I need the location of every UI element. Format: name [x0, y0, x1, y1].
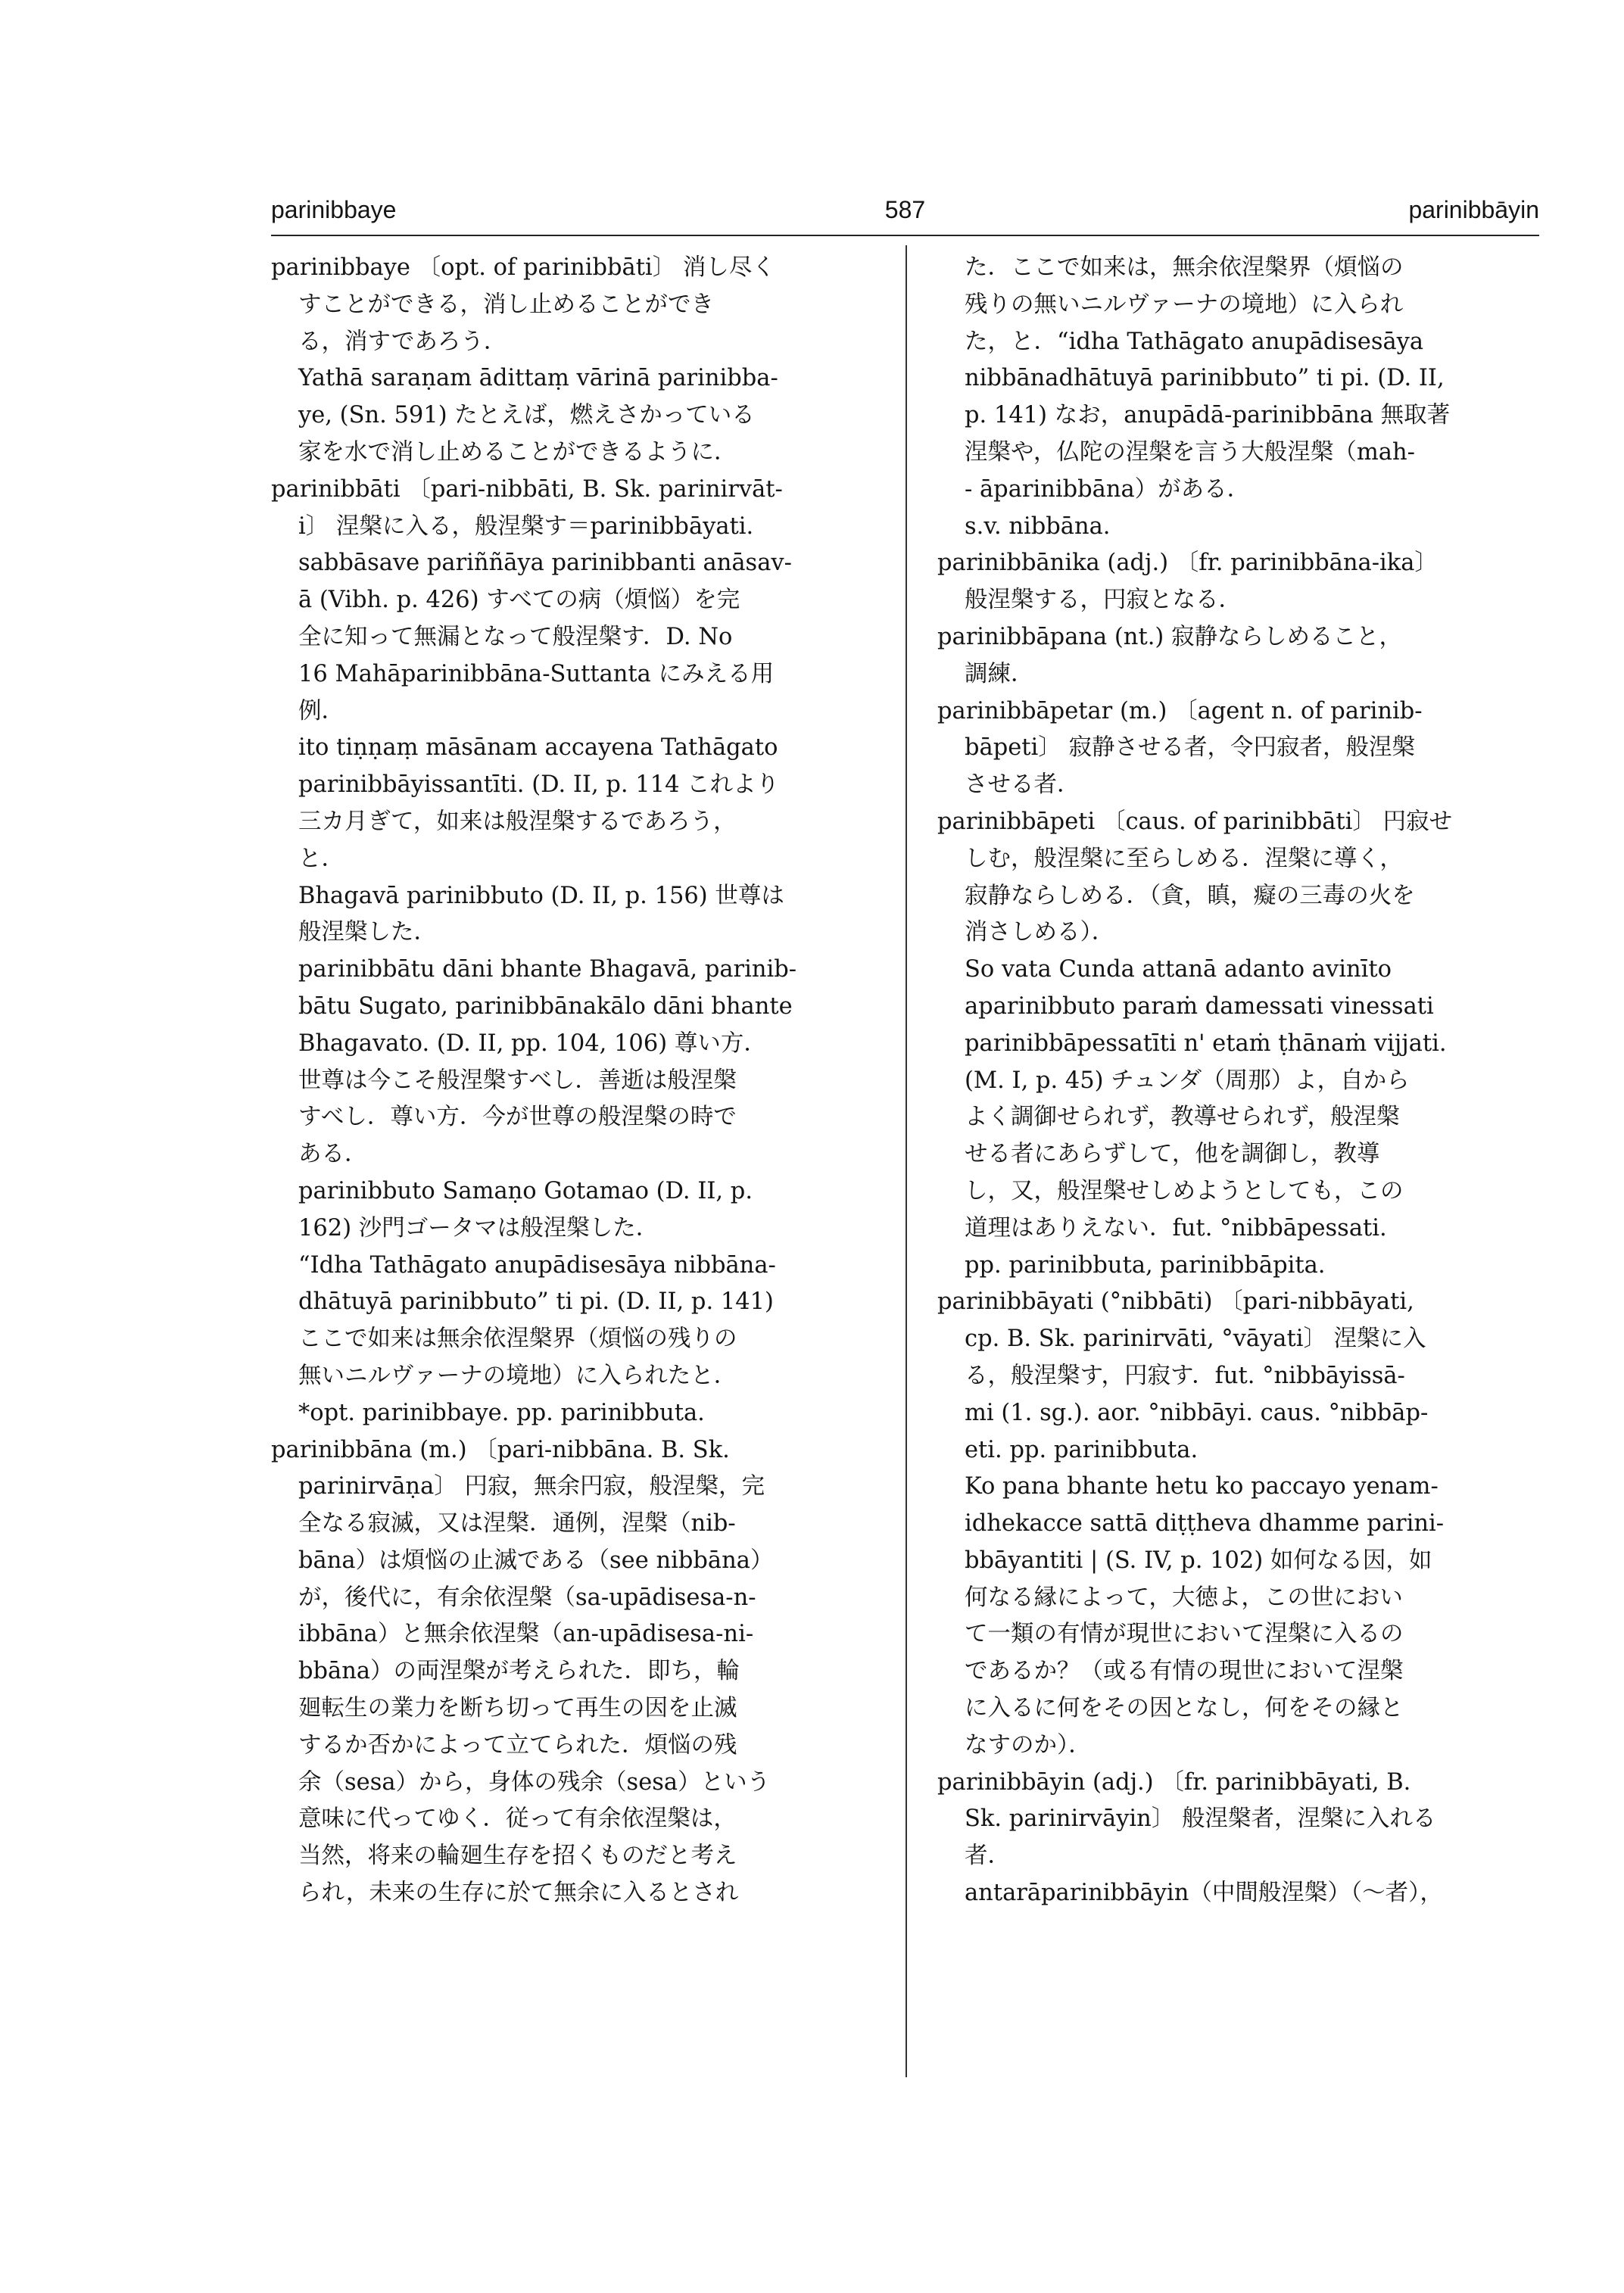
entry-text-line: parinibbāpessatīti n' etaṁ ṭhānaṁ vijjati. — [965, 1030, 1447, 1057]
entry-text-line: 例． — [298, 697, 344, 724]
entry-headline: parinibbaye 〔opt. of parinibbāti〕 消し尽く — [271, 254, 775, 281]
entry-text-line: ā (Vibh. p. 426) すべての病（煩悩）を完 — [298, 587, 740, 614]
entry-text-line: bāpeti〕 寂静させる者，令円寂者，般涅槃 — [965, 734, 1415, 762]
entry-text-line: ここで如来は無余依涅槃界（煩悩の残りの — [298, 1326, 737, 1353]
entry-text-line: p. 141) なお，anupādā-parinibbāna 無取著 — [965, 402, 1451, 429]
entry-text-line: よく調御せられず，教導せられず，般涅槃 — [965, 1104, 1400, 1131]
entry-text-line: すべし．尊い方．今が世尊の般涅槃の時で — [298, 1104, 737, 1131]
entry-text-line: bbāyantiti | (S. IV, p. 102) 如何なる因，如 — [965, 1547, 1432, 1574]
entry-text-line: すことができる，消し止めることができ — [298, 291, 714, 318]
entry-text-line: eti. pp. parinibbuta. — [965, 1436, 1199, 1463]
entry-text-line: (M. I, p. 45) チュンダ（周那）よ，自から — [965, 1067, 1410, 1094]
entry-text-line: bbāna）の両涅槃が考えられた．即ち，輪 — [298, 1658, 740, 1685]
entry-text-line: “Idha Tathāgato anupādisesāya nibbāna- — [298, 1251, 776, 1279]
entry-headline: parinibbāyin (adj.) 〔fr. parinibbāyati, B. — [937, 1768, 1411, 1796]
entry-text-line: sabbāsave pariññāya parinibbanti anāsav- — [298, 550, 792, 577]
entry-text-line: 廻転生の業力を断ち切って再生の因を止滅 — [298, 1695, 737, 1722]
entry-text-line: 残りの無いニルヴァーナの境地）に入られ — [965, 291, 1404, 318]
entry-text-line: 三カ月ぎて，如来は般涅槃するであろう， — [298, 808, 737, 835]
entry-text-line: 無いニルヴァーナの境地）に入られたと． — [298, 1362, 737, 1389]
entry-text-line: ye, (Sn. 591) たとえば，燃えさかっている — [298, 402, 755, 429]
entry-headline: parinibbāna (m.) 〔pari-nibbāna. B. Sk. — [271, 1436, 730, 1463]
entry-text-line: s.v. nibbāna. — [965, 512, 1111, 540]
entry-text-line: idhekacce sattā diṭṭheva dhamme parini- — [965, 1510, 1445, 1537]
entry-text-line: *opt. parinibbaye. pp. parinibbuta. — [298, 1399, 705, 1426]
entry-text-line: 調練． — [965, 660, 1034, 687]
entry-text-line: なすのか）． — [965, 1731, 1092, 1759]
entry-text-line: 16 Mahāparinibbāna-Suttanta にみえる用 — [298, 660, 775, 687]
entry-text-line: た．ここで如来は，無余依涅槃界（煩悩の — [965, 254, 1404, 281]
entry-text-line: 者． — [965, 1843, 1011, 1870]
column-divider — [906, 245, 907, 2077]
entry-text-line: しむ，般涅槃に至らしめる．涅槃に導く， — [965, 845, 1403, 872]
entry-text-line: 何なる縁によって，大徳よ，この世におい — [965, 1584, 1403, 1611]
entry-text-line: bātu Sugato, parinibbānakālo dāni bhante — [298, 992, 793, 1020]
entry-text-line: と． — [298, 845, 344, 872]
entry-text-line: 余（sesa）から，身体の残余（sesa）という — [298, 1768, 771, 1796]
entry-text-line: 寂静ならしめる．（貪，瞋，癡の三毒の火を — [965, 882, 1415, 909]
running-header — [271, 191, 1539, 229]
entry-text-line: aparinibbuto paraṁ damessati vinessati — [965, 992, 1434, 1020]
entry-text-line: nibbānadhātuyā parinibbuto” ti pi. (D. II, — [965, 365, 1445, 392]
entry-headline: parinibbānika (adj.) 〔fr. parinibbāna-ika〕 — [937, 550, 1438, 577]
entry-text-line: Bhagavato. (D. II, pp. 104, 106) 尊い方． — [298, 1030, 767, 1057]
left-column — [271, 250, 869, 1912]
entry-text-line: pp. parinibbuta, parinibbāpita. — [965, 1251, 1326, 1279]
entry-text-line: であるか？（或る有情の現世において涅槃 — [965, 1658, 1404, 1685]
entry-text-line: に入るに何をその因となし，何をその縁と — [965, 1695, 1404, 1722]
entry-text-line: る，消すであろう． — [298, 328, 507, 355]
entry-text-line: 意味に代ってゆく．従って有余依涅槃は， — [298, 1805, 737, 1833]
entry-text-line: ある． — [298, 1141, 368, 1168]
entry-text-line: parinibbāyissantīti. (D. II, p. 114 これより — [298, 771, 780, 799]
entry-text-line: 般涅槃する，円寂となる． — [965, 587, 1242, 614]
entry-text-line: mi (1. sg.). aor. °nibbāyi. caus. °nibbāp- — [965, 1399, 1429, 1426]
entry-text-line: し，又，般涅槃せしめようとしても，この — [965, 1177, 1404, 1204]
entry-text-line: られ，未来の生存に於て無余に入るとされ — [298, 1880, 739, 1907]
entry-text-line: ibbāna）と無余依涅槃（an-upādisesa-ni- — [298, 1621, 754, 1648]
entry-text-line: が，後代に，有余依涅槃（sa-upādisesa-n- — [298, 1584, 756, 1611]
entry-text-line: cp. B. Sk. parinirvāti, °vāyati〕 涅槃に入 — [965, 1326, 1426, 1353]
entry-text-line: 涅槃や，仏陀の涅槃を言う大般涅槃（mah- — [965, 438, 1415, 466]
entry-text-line: Bhagavā parinibbuto (D. II, p. 156) 世尊は — [298, 882, 784, 909]
header-right-guideword: parinibbāyin — [1408, 196, 1539, 223]
entry-headline: parinibbāyati (°nibbāti) 〔pari-nibbāyati, — [937, 1288, 1414, 1316]
entry-text-line: - āparinibbāna）がある． — [965, 475, 1251, 503]
entry-text-line: 消さしめる）． — [965, 919, 1115, 946]
entry-text-line: て一類の有情が現世において涅槃に入るの — [965, 1621, 1404, 1648]
header-left-guideword: parinibbaye — [271, 196, 397, 223]
entry-text-line: 道理はありえない．fut. °nibbāpessati. — [965, 1214, 1387, 1242]
entry-text-line: antarāparinibbāyin（中間般涅槃）（〜者）， — [965, 1880, 1443, 1907]
entry-text-line: 家を水で消し止めることができるように． — [298, 438, 737, 466]
entry-text-line: So vata Cunda attanā adanto avinīto — [965, 956, 1392, 983]
right-column — [937, 250, 1539, 1912]
entry-text-line: i〕 涅槃に入る，般涅槃す＝parinibbāyati. — [298, 512, 754, 540]
entry-text-line: dhātuyā parinibbuto” ti pi. (D. II, p. 141) — [298, 1288, 774, 1316]
entry-headline: parinibbāpana (nt.) 寂静ならしめること， — [937, 623, 1402, 650]
entry-text-line: するか否かによって立てられた．煩悩の残 — [298, 1731, 737, 1759]
entry-text-line: 世尊は今こそ般涅槃すべし．善逝は般涅槃 — [298, 1067, 737, 1094]
entry-text-line: Yathā saraṇam ādittaṃ vārinā parinibba- — [298, 365, 778, 392]
entry-text-line: 全なる寂滅，又は涅槃．通例，涅槃（nib- — [298, 1510, 736, 1537]
entry-text-line: させる者． — [965, 771, 1080, 799]
page-number: 587 — [884, 196, 926, 223]
entry-headline: parinibbāpeti 〔caus. of parinibbāti〕 円寂せ — [937, 808, 1453, 835]
entry-text-line: 般涅槃した． — [298, 919, 437, 946]
entry-text-line: せる者にあらずして，他を調御し，教導 — [965, 1141, 1380, 1168]
entry-text-line: た，と．“idha Tathāgato anupādisesāya — [965, 328, 1424, 355]
entry-text-line: parinibbuto Samaṇo Gotamao (D. II, p. — [298, 1177, 753, 1204]
entry-text-line: parinirvāṇa〕 円寂，無余円寂，般涅槃，完 — [298, 1473, 765, 1500]
entry-text-line: 全に知って無漏となって般涅槃す．D. No — [298, 623, 733, 650]
entry-text-line: 162) 沙門ゴータマは般涅槃した． — [298, 1214, 659, 1242]
entry-text-line: parinibbātu dāni bhante Bhagavā, parinib- — [298, 956, 797, 983]
entry-text-line: bāna）は煩悩の止滅である（see nibbāna） — [298, 1547, 774, 1574]
entry-text-line: Sk. parinirvāyin〕 般涅槃者，涅槃に入れる — [965, 1805, 1436, 1833]
entry-headline: parinibbāti 〔pari-nibbāti, B. Sk. parinirvāt- — [271, 475, 783, 503]
entry-text-line: ito tiṇṇaṃ māsānam accayena Tathāgato — [298, 734, 778, 762]
entry-text-line: Ko pana bhante hetu ko paccayo yenam- — [965, 1473, 1439, 1500]
entry-headline: parinibbāpetar (m.) 〔agent n. of parinib- — [937, 697, 1423, 724]
entry-text-line: る，般涅槃す，円寂す．fut. °nibbāyissā- — [965, 1362, 1405, 1389]
entry-text-line: 当然，将来の輪廻生存を招くものだと考え — [298, 1843, 737, 1870]
header-rule — [271, 235, 1539, 236]
